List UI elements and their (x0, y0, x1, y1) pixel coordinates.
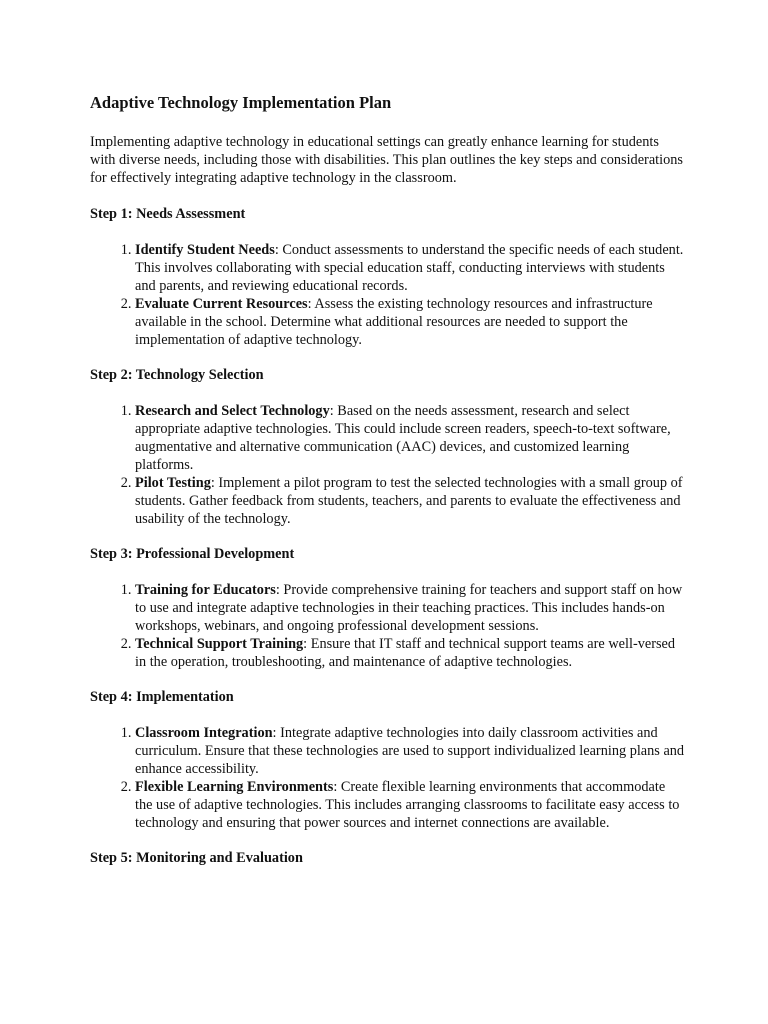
intro-paragraph: Implementing adaptive technology in educational settings can greatly enhance learning for students with diverse needs, including those with disabilities. This plan outlines the key steps and considerations for effectively integrating adaptive technology in the classroom. (90, 134, 683, 186)
list-item (135, 295, 686, 349)
step-section (90, 849, 686, 867)
step-heading: Step 1: Needs Assessment (90, 206, 246, 222)
list-item (135, 724, 686, 778)
list-item (135, 402, 686, 474)
item-term: Research and Select Technology (135, 403, 330, 419)
list-item (135, 241, 686, 295)
step-heading: Step 2: Technology Selection (90, 367, 264, 383)
document-page (90, 92, 686, 885)
step-section (90, 366, 686, 528)
step-list (90, 241, 686, 349)
step-list (90, 724, 686, 832)
step-section (90, 205, 686, 349)
item-text: : Provide comprehensive training for teachers and support staff on how to use and integrate adaptive technologies in their teaching practices. This includes hands-on workshops, webinars, and ongoing professional development sessions. (135, 582, 683, 634)
item-text: : Based on the needs assessment, research and select appropriate adaptive technologies. This could include screen readers, speech-to-text software, augmentative and alternative communication (AAC) devices, and customized learning platforms. (135, 403, 671, 473)
item-term: Classroom Integration (135, 725, 273, 741)
step-heading: Step 3: Professional Development (90, 546, 295, 562)
list-item (135, 474, 686, 528)
item-term: Flexible Learning Environments (135, 779, 334, 795)
item-term: Technical Support Training (135, 636, 304, 652)
step-heading: Step 4: Implementation (90, 689, 234, 705)
item-text: : Assess the existing technology resources and infrastructure available in the school. Determine what additional resources are needed to support the implementation of adaptive technology. (135, 296, 653, 348)
item-term: Identify Student Needs (135, 242, 275, 258)
list-item (135, 581, 686, 635)
item-term: Evaluate Current Resources (135, 296, 308, 312)
step-heading: Step 5: Monitoring and Evaluation (90, 850, 303, 866)
list-item (135, 635, 686, 671)
step-list (90, 581, 686, 671)
item-text: : Ensure that IT staff and technical support teams are well-versed in the operation, troubleshooting, and maintenance of adaptive technologies. (135, 636, 676, 670)
step-section (90, 545, 686, 671)
item-text: : Implement a pilot program to test the selected technologies with a small group of students. Gather feedback from students, teachers, and parents to evaluate the effectiveness and usability of the technology. (135, 475, 683, 527)
item-text: : Create flexible learning environments that accommodate the use of adaptive technologies. This includes arranging classrooms to facilitate easy access to technology and ensuring that power sources and internet connections are available. (135, 779, 680, 831)
item-text: : Conduct assessments to understand the specific needs of each student. This involves collaborating with special education staff, conducting interviews with students and parents, and reviewing educational records. (135, 242, 684, 294)
document-title: Adaptive Technology Implementation Plan (90, 93, 392, 112)
item-term: Pilot Testing (135, 475, 211, 491)
step-section (90, 688, 686, 832)
item-text: : Integrate adaptive technologies into daily classroom activities and curriculum. Ensure that these technologies are used to support individualized learning plans and enhance accessibility. (135, 725, 685, 777)
list-item (135, 778, 686, 832)
item-term: Training for Educators (135, 582, 276, 598)
step-list (90, 402, 686, 528)
